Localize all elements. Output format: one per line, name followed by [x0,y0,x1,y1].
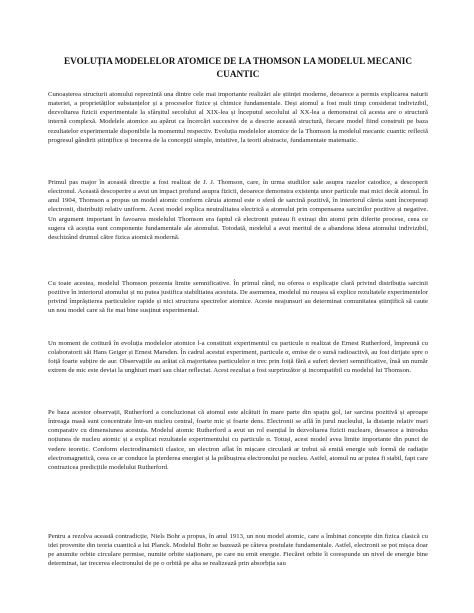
document-title: EVOLUȚIA MODELELOR ATOMICE DE LA THOMSON LA MODELUL MECANIC CUANTIC [64,56,412,79]
paragraph-introduction: Cunoașterea structurii atomului reprezintă una dintre cele mai importante realizări ale științei moderne, deoarece a permis explicarea naturii materiei, a proprietăților substanțelor și a proceselor fizice și chimice fundamentale. Deși atomul a fost mult timp considerat indivizibil, dezvoltarea fizicii experimentale la sfârșitul secolului al XIX-lea și începutul secolului al XX-lea a demonstrat că acesta are o structură internă complexă. Modelele atomice au apărut ca încercări succesive de a descrie această structură, fiecare model fiind construit pe baza rezultatelor experimentale disponibile la momentul respectiv. Evoluția modelelor atomice de la Thomson la modelul mecanic cuantic reflectă progresul gândirii științifice și trecerea de la concepții simple, intuitive, la teorii abstracte, fundamentate matematic. [48,91,428,144]
paragraph-thomson-limits: Cu toate acestea, modelul Thomson prezenta limite semnificative. În primul rând, nu oferea o explicație clară privind distribuția sarcinii pozitive în interiorul atomului și nu putea justifica stabilitatea acestuia. De asemenea, modelul nu reușea să explice rezultatele experimentelor privind împrăștierea particulelor rapide și nici structura spectrelor atomice. Aceste neajunsuri au determinat comunitatea științifică să caute un nou model care să fie mai bine susținut experimental. [48,280,428,315]
paragraph-bohr-model: Pentru a rezolva această contradicție, Niels Bohr a propus, în anul 1913, un nou model atomic, care a îmbinat concepte din fizica clasică cu idei provenite din teoria cuantică a lui Planck. Modelul Bohr se bazează pe câteva postulate fundamentale. Astfel, electronii se pot mișca doar pe anumite orbite circulare permise, numite orbite staționare, pe care nu emit energie. Fiecărei orbite îi corespunde un nivel de energie bine determinat, iar trecerea electronului de pe o orbită pe alta se realizează prin absorbția sau [48,533,428,568]
paragraph-rutherford-model: Pe baza acestor observații, Rutherford a concluzionat că atomul este alcătuit în mare parte din spațiu gol, iar sarcina pozitivă și aproape întreaga masă sunt concentrate într-un nucleu central, foarte mic și foarte dens. Electronii se află în jurul nucleului, la distanțe relativ mari comparativ cu dimensiunea acestuia. Modelul atomic Rutherford a avut un rol esențial în dezvoltarea fizicii nucleare, deoarece a introdus noțiunea de nucleu atomic și a explicat rezultatele experimentului cu particule α. Totuși, acest model avea limite importante din punct de vedere teoretic. Conform electrodinamicii clasice, un electron aflat în mișcare circulară ar trebui să emită energie sub formă de radiație electromagnetică, ceea ce ar conduce la pierderea energiei și la prăbușirea electronului pe nucleu. Astfel, atomul nu ar putea fi stabil, fapt care contrazicea predicțiile modelului Rutherford. [48,409,428,471]
paragraph-thomson-model: Primul pas major în această direcție a fost realizat de J. J. Thomson, care, în urma studiilor sale asupra razelor catodice, a descoperit electronul. Această descoperire a avut un impact profund asupra fizicii, deoarece demonstra existența unor particule mai mici decât atomul. În anul 1904, Thomson a propus un model atomic conform căruia atomul este o sferă de sarcină pozitivă, în interiorul căreia sunt încorporați electronii, distribuiți relativ uniform. Acest model explica neutralitatea electrică a atomului prin compensarea sarcinilor pozitive și negative. Un argument important în favoarea modelului Thomson era faptul că electronii puteau fi extrași din atomi prin diferite procese, ceea ce sugera că aceștia sunt componente fundamentale ale atomului. Totodată, modelul a avut meritul de a abandona ideea atomului indivizibil, deschizând drumul către fizica atomică modernă. [48,179,428,241]
paragraph-rutherford-experiment: Un moment de cotitură în evoluția modelelor atomice l-a constituit experimentul cu particule α realizat de Ernest Rutherford, împreună cu colaboratorii săi Hans Geiger și Ernest Marsden. În cadrul acestui experiment, particule α, emise de o sursă radioactivă, au fost dirijate spre o foiță foarte subțire de aur. Observațiile au arătat că majoritatea particulelor α trec prin foiță fără a suferi devieri semnificative, însă un număr extrem de mic este deviat la unghiuri mari sau chiar reflectat. Acest rezultat a fost surprinzător și incompatibil cu modelul lui Thomson. [48,340,428,375]
